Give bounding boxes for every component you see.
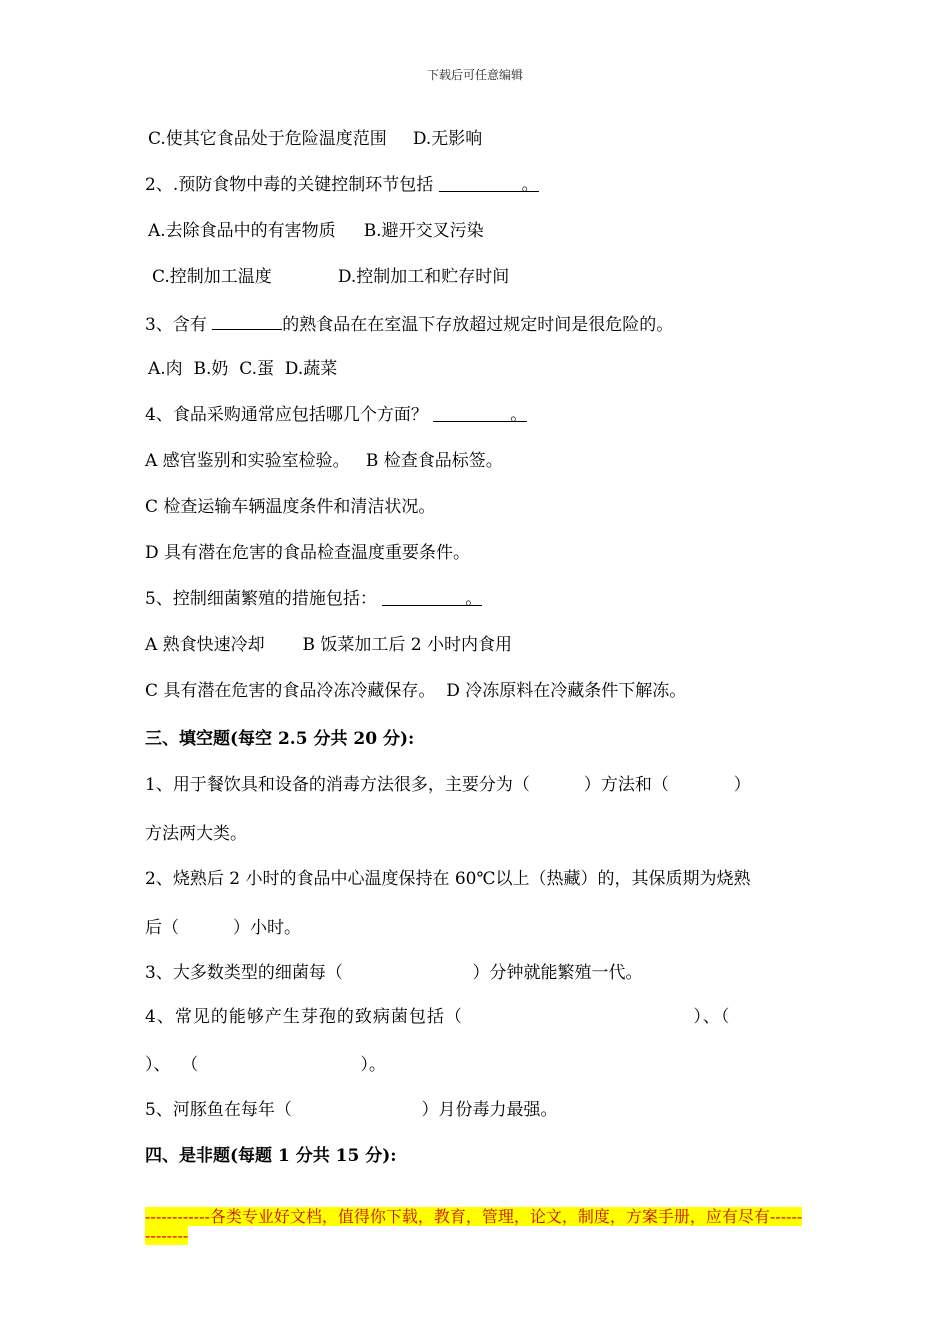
fill-question-5: 5、河豚鱼在每年（ ）月份毒力最强。 xyxy=(145,1100,558,1120)
fill-question-4-cont: ）、 （ ）。 xyxy=(145,1055,386,1075)
option-b: B.避开交叉污染 xyxy=(363,221,484,241)
option-line: C 具有潜在危害的食品冷冻冷藏保存。 D 冷冻原料在冷藏条件下解冻。 xyxy=(145,681,687,701)
option-a: A.去除食品中的有害物质 xyxy=(148,221,336,241)
option-line: A 熟食快速冷却 B 饭菜加工后 2 小时内食用 xyxy=(145,635,513,655)
question-text: 2、.预防食物中毒的关键控制环节包括 xyxy=(145,175,434,195)
option-line xyxy=(152,265,509,289)
section-heading: 三、填空题(每空 2.5 分共 20 分): xyxy=(145,729,415,749)
question-text: 的熟食品在在室温下存放超过规定时间是很危险的。 xyxy=(282,315,674,335)
option-line xyxy=(148,127,482,151)
footer-text: ------------各类专业好文档，值得你下载，教育，管理，论文，制度，方案手册，应有尽有-------------- xyxy=(145,1207,803,1245)
option-line xyxy=(148,219,484,243)
answer-blank: 。 xyxy=(433,403,527,422)
option-line: D 具有潜在危害的食品检查温度重要条件。 xyxy=(145,543,471,563)
option-line: C 检查运输车辆温度条件和清洁状况。 xyxy=(145,497,436,517)
fill-question-2: 2、烧熟后 2 小时的食品中心温度保持在 60℃以上（热藏）的，其保质期为烧熟 xyxy=(145,869,751,889)
option-c: C.使其它食品处于危险温度范围 xyxy=(148,129,387,149)
section-heading: 四、是非题(每题 1 分共 15 分): xyxy=(145,1146,397,1166)
fill-question-2-cont: 后（ ）小时。 xyxy=(145,918,302,938)
options: A.肉 B.奶 C.蛋 D.蔬菜 xyxy=(148,359,338,379)
question-text: 3、含有 xyxy=(145,315,207,335)
answer-blank xyxy=(212,311,282,330)
question-3 xyxy=(145,311,673,337)
question-4 xyxy=(145,403,527,427)
option-c: C.控制加工温度 xyxy=(152,267,272,287)
answer-blank: 。 xyxy=(439,173,539,192)
option-d: D.无影响 xyxy=(412,129,483,149)
question-text: 4、食品采购通常应包括哪几个方面？ xyxy=(145,405,428,425)
footer-banner xyxy=(145,1207,807,1245)
fill-question-1: 1、用于餐饮具和设备的消毒方法很多，主要分为（ ）方法和（ ） xyxy=(145,775,751,795)
question-5 xyxy=(145,587,482,611)
option-d: D.控制加工和贮存时间 xyxy=(337,267,510,287)
question-2 xyxy=(145,173,539,197)
fill-question-4: 4、常见的能够产生芽孢的致病菌包括（ ）、（ xyxy=(145,1007,731,1027)
fill-question-3: 3、大多数类型的细菌每（ ）分钟就能繁殖一代。 xyxy=(145,963,643,983)
question-text: 5、控制细菌繁殖的措施包括： xyxy=(145,589,377,609)
page-header: 下载后可任意编辑 xyxy=(426,68,523,82)
fill-question-1-cont: 方法两大类。 xyxy=(145,824,247,844)
option-line: A 感官鉴别和实验室检验。 B 检查食品标签。 xyxy=(145,451,503,471)
answer-blank: 。 xyxy=(382,587,482,606)
